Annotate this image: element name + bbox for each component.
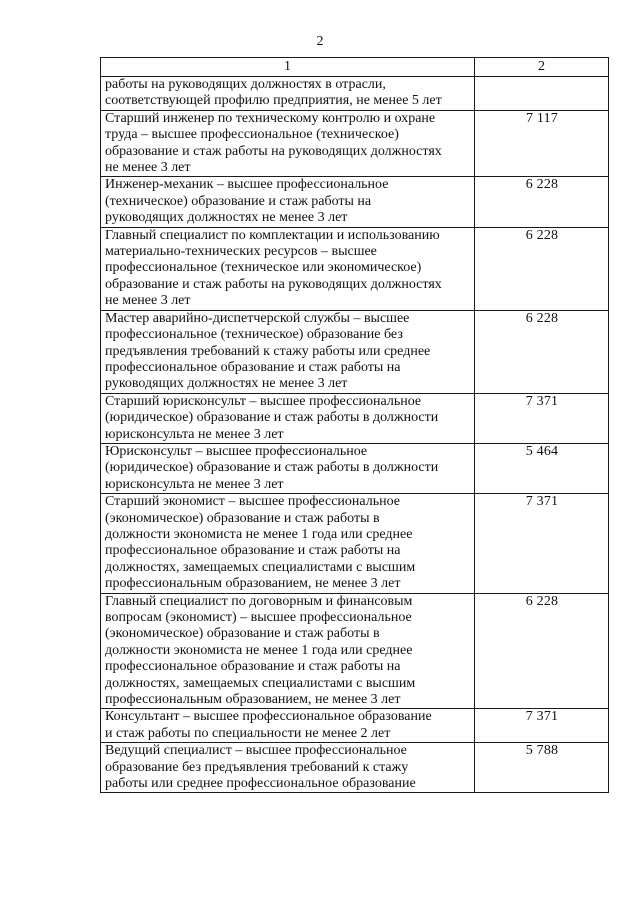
salary-value: 6 228 (475, 227, 609, 310)
table-row (101, 227, 609, 310)
salary-value: 5 788 (475, 743, 609, 793)
position-description: Старший юрисконсульт – высшее профессиональное (юридическое) образование и стаж работы в должности юрисконсульта не менее 3 лет (101, 393, 475, 443)
salary-value (475, 77, 609, 111)
salary-value: 6 228 (475, 177, 609, 227)
table-row (101, 177, 609, 227)
column-header-2: 2 (475, 58, 609, 77)
table-row (101, 310, 609, 393)
position-description: Юрисконсульт – высшее профессиональное (юридическое) образование и стаж работы в должности юрисконсульта не менее 3 лет (101, 443, 475, 493)
salary-value: 7 371 (475, 494, 609, 593)
salary-value: 7 117 (475, 110, 609, 177)
position-description: Ведущий специалист – высшее профессиональное образование без предъявления требований к стажу работы или среднее профессиональное образование (101, 743, 475, 793)
salary-value: 6 228 (475, 593, 609, 709)
table-row (101, 494, 609, 593)
table-row (101, 393, 609, 443)
salary-value: 7 371 (475, 393, 609, 443)
column-header-1: 1 (101, 58, 475, 77)
position-description: Консультант – высшее профессиональное образование и стаж работы по специальности не менее 2 лет (101, 709, 475, 743)
table-row (101, 709, 609, 743)
position-description: работы на руководящих должностях в отрасли, соответствующей профилю предприятия, не менее 5 лет (101, 77, 475, 111)
salary-value: 5 464 (475, 443, 609, 493)
table-row (101, 77, 609, 111)
position-description: Мастер аварийно-диспетчерской службы – высшее профессиональное (техническое) образование без предъявления требований к стажу работы или среднее профессиональное образование и стаж работы на руководящих должностях не менее 3 лет (101, 310, 475, 393)
table-row (101, 593, 609, 709)
salary-value: 7 371 (475, 709, 609, 743)
table-row (101, 743, 609, 793)
position-description: Главный специалист по комплектации и использованию материально-технических ресурсов – высшее профессиональное (техническое или экономическое) образование и стаж работы на руководящих должностях не менее 3 лет (101, 227, 475, 310)
position-description: Инженер-механик – высшее профессиональное (техническое) образование и стаж работы на руководящих должностях не менее 3 лет (101, 177, 475, 227)
salary-value: 6 228 (475, 310, 609, 393)
table-row (101, 110, 609, 177)
table-header-row (101, 58, 609, 77)
table-row (101, 443, 609, 493)
position-description: Старший экономист – высшее профессиональное (экономическое) образование и стаж работы в должности экономиста не менее 1 года или среднее профессиональное образование и стаж работы на должностях, замещаемых специалистами с высшим профессиональным образованием, не менее 3 лет (101, 494, 475, 593)
position-description: Главный специалист по договорным и финансовым вопросам (экономист) – высшее профессиональное (экономическое) образование и стаж работы в должности экономиста не менее 1 года или среднее профессиональное образование и стаж работы на должностях, замещаемых специалистами с высшим профессиональным образованием, не менее 3 лет (101, 593, 475, 709)
page-number: 2 (316, 34, 324, 49)
position-description: Старший инженер по техническому контролю и охране труда – высшее профессиональное (техническое) образование и стаж работы на руководящих должностях не менее 3 лет (101, 110, 475, 177)
salary-table (100, 57, 609, 793)
